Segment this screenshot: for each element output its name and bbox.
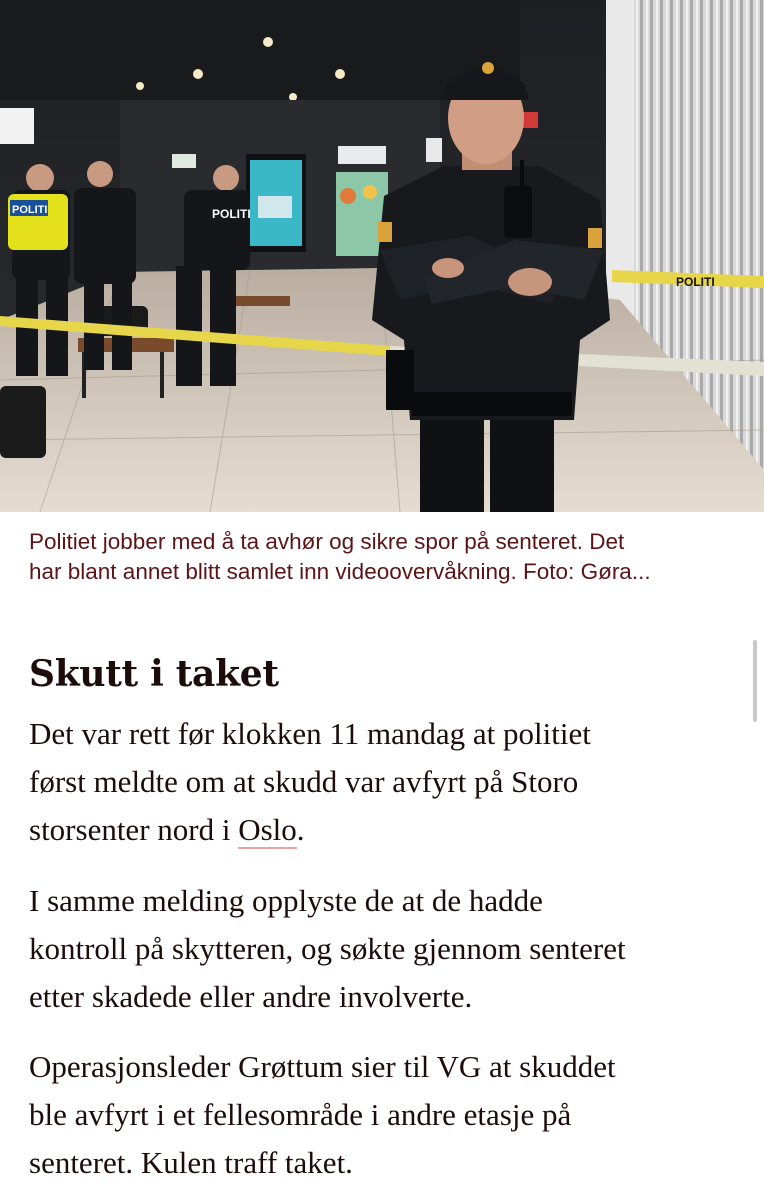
caption-line-2: har blant annet blitt samlet inn videoovervåkning. Foto: Gøra... [29, 559, 651, 584]
article-photo[interactable] [0, 0, 764, 512]
jacket-label: POLITI [212, 207, 251, 221]
photo-caption [29, 527, 741, 587]
section-heading: Skutt i taket [29, 653, 279, 695]
paragraph-2-line-2: kontroll på skytteren, og søkte gjennom senteret [29, 931, 626, 966]
paragraph-2-line-1: I samme melding opplyste de at de hadde [29, 883, 543, 918]
paragraph-2 [29, 877, 754, 1021]
paragraph-2-line-3: etter skadede eller andre involverte. [29, 979, 473, 1014]
caption-line-1: Politiet jobber med å ta avhør og sikre spor på senteret. Det [29, 529, 625, 554]
paragraph-3-line-2: ble avfyrt i et fellesområde i andre etasje på [29, 1097, 572, 1132]
paragraph-1-line-2: først meldte om at skudd var avfyrt på Storo [29, 764, 579, 799]
paragraph-3-line-3: senteret. Kulen traff taket. [29, 1145, 353, 1180]
tape-label: POLITI [676, 275, 715, 289]
paragraph-1-line-3-end: . [296, 812, 305, 847]
paragraph-1-line-3 [29, 806, 754, 854]
paragraph-3-line-1: Operasjonsleder Grøttum sier til VG at skuddet [29, 1049, 616, 1084]
oslo-link[interactable]: Oslo [238, 812, 297, 847]
vest-label: POLITI [12, 204, 48, 216]
paragraph-3 [29, 1043, 754, 1187]
paragraph-1-line-3-text: storsenter nord i [29, 812, 239, 847]
paragraph-1 [29, 710, 754, 854]
paragraph-1-line-1: Det var rett før klokken 11 mandag at politiet [29, 716, 591, 751]
